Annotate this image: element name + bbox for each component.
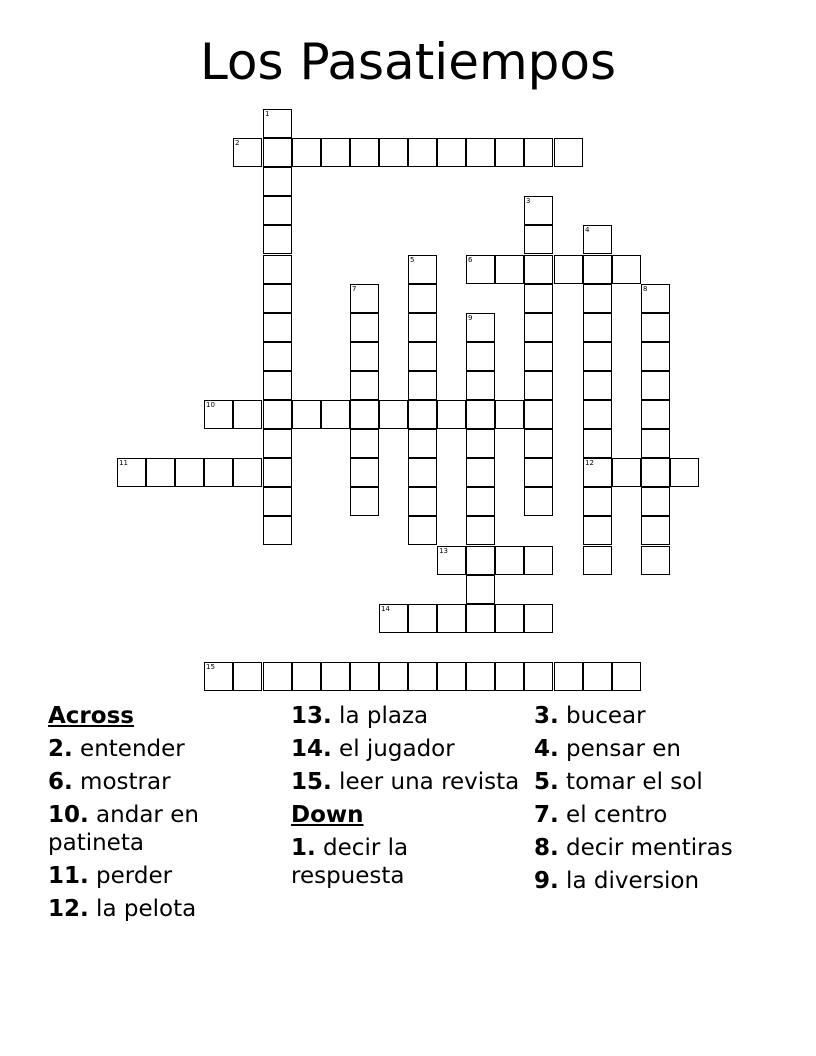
grid-cell[interactable] [524, 400, 553, 429]
clue-item-number: 11. [48, 863, 89, 889]
grid-cell[interactable] [350, 487, 379, 516]
grid-cell[interactable] [612, 662, 641, 691]
grid-cell[interactable] [466, 342, 495, 371]
grid-cell[interactable] [495, 604, 524, 633]
grid-cell[interactable] [350, 313, 379, 342]
grid-cell[interactable] [466, 400, 495, 429]
grid-cell[interactable] [466, 604, 495, 633]
grid-cell[interactable] [583, 225, 612, 254]
grid-cell[interactable] [641, 429, 670, 458]
grid-cell[interactable] [524, 371, 553, 400]
clue-number: 4 [585, 226, 590, 234]
clue-item [534, 702, 784, 730]
grid-cell[interactable] [117, 458, 146, 487]
clue-item [534, 735, 784, 763]
clue-item [291, 702, 521, 730]
clue-number: 3 [526, 197, 531, 205]
grid-cell[interactable] [495, 138, 524, 167]
grid-cell[interactable] [321, 400, 350, 429]
grid-cell[interactable] [408, 487, 437, 516]
grid-cell[interactable] [263, 429, 292, 458]
grid-cell[interactable] [263, 225, 292, 254]
clue-item [48, 735, 278, 763]
clue-item-number: 5. [534, 769, 559, 795]
clue-item [534, 801, 784, 829]
grid-cell[interactable] [466, 458, 495, 487]
grid-cell[interactable] [263, 196, 292, 225]
grid-cell[interactable] [379, 662, 408, 691]
grid-cell[interactable] [408, 371, 437, 400]
grid-cell[interactable] [670, 458, 699, 487]
grid-cell[interactable] [379, 604, 408, 633]
grid-cell[interactable] [233, 662, 262, 691]
clue-number: 6 [468, 256, 473, 264]
clue-item-text: la pelota [88, 896, 197, 922]
grid-cell[interactable] [641, 371, 670, 400]
grid-cell[interactable] [350, 458, 379, 487]
grid-cell[interactable] [408, 604, 437, 633]
clue-item-text: entender [72, 736, 185, 762]
grid-cell[interactable] [437, 138, 466, 167]
clue-number: 10 [206, 401, 215, 409]
grid-cell[interactable] [524, 662, 553, 691]
clue-item-number: 4. [534, 736, 559, 762]
clue-item-text: andar en patineta [48, 802, 199, 856]
clue-section-heading: Across [48, 703, 134, 729]
grid-cell[interactable] [495, 255, 524, 284]
clue-item-text: bucear [558, 703, 646, 729]
clue-number: 2 [235, 139, 240, 147]
grid-cell[interactable] [641, 284, 670, 313]
grid-cell[interactable] [408, 458, 437, 487]
grid-cell[interactable] [641, 342, 670, 371]
grid-cell[interactable] [524, 255, 553, 284]
grid-cell[interactable] [524, 342, 553, 371]
clue-item-text: la plaza [331, 703, 429, 729]
grid-cell[interactable] [583, 400, 612, 429]
clue-item-text: mostrar [72, 769, 171, 795]
grid-cell[interactable] [583, 487, 612, 516]
clue-item-number: 13. [291, 703, 332, 729]
grid-cell[interactable] [146, 458, 175, 487]
clue-item-number: 10. [48, 802, 89, 828]
grid-cell[interactable] [554, 662, 583, 691]
clue-number: 13 [439, 547, 448, 555]
clue-section-heading: Down [291, 802, 364, 828]
grid-cell[interactable] [379, 138, 408, 167]
grid-cell[interactable] [263, 458, 292, 487]
grid-cell[interactable] [524, 487, 553, 516]
grid-cell[interactable] [641, 458, 670, 487]
grid-cell[interactable] [466, 313, 495, 342]
grid-cell[interactable] [175, 458, 204, 487]
clue-item-number: 1. [291, 835, 316, 861]
grid-cell[interactable] [554, 255, 583, 284]
clue-item-text: decir mentiras [558, 835, 733, 861]
grid-cell[interactable] [583, 313, 612, 342]
grid-cell[interactable] [408, 429, 437, 458]
grid-cell[interactable] [233, 400, 262, 429]
grid-cell[interactable] [524, 284, 553, 313]
grid-cell[interactable] [408, 342, 437, 371]
grid-cell[interactable] [408, 662, 437, 691]
grid-cell[interactable] [263, 138, 292, 167]
grid-cell[interactable] [612, 458, 641, 487]
clue-column-2 [291, 702, 521, 895]
grid-cell[interactable] [583, 516, 612, 545]
grid-cell[interactable] [263, 167, 292, 196]
grid-cell[interactable] [350, 662, 379, 691]
clue-number: 12 [585, 459, 594, 467]
grid-cell[interactable] [292, 662, 321, 691]
grid-cell[interactable] [495, 546, 524, 575]
grid-cell[interactable] [263, 313, 292, 342]
clue-item-number: 6. [48, 769, 73, 795]
grid-cell[interactable] [350, 284, 379, 313]
clue-item [534, 834, 784, 862]
grid-cell[interactable] [437, 400, 466, 429]
clue-number: 5 [410, 256, 415, 264]
grid-cell[interactable] [524, 429, 553, 458]
grid-cell[interactable] [408, 516, 437, 545]
grid-cell[interactable] [321, 662, 350, 691]
clue-number: 7 [352, 285, 357, 293]
grid-cell[interactable] [263, 109, 292, 138]
clue-column-1 [48, 702, 278, 928]
grid-cell[interactable] [204, 458, 233, 487]
clue-item-text: el jugador [331, 736, 455, 762]
grid-cell[interactable] [263, 516, 292, 545]
clue-item-text: la diversion [558, 868, 700, 894]
clue-item [48, 768, 278, 796]
grid-cell[interactable] [466, 138, 495, 167]
grid-cell[interactable] [583, 429, 612, 458]
grid-cell[interactable] [466, 546, 495, 575]
clue-item-text: decir la respuesta [291, 835, 409, 889]
grid-cell[interactable] [524, 604, 553, 633]
grid-cell[interactable] [612, 255, 641, 284]
clue-item [291, 834, 521, 890]
clue-item [291, 768, 521, 796]
grid-cell[interactable] [583, 546, 612, 575]
grid-cell[interactable] [466, 516, 495, 545]
grid-cell[interactable] [437, 546, 466, 575]
grid-cell[interactable] [466, 255, 495, 284]
grid-cell[interactable] [641, 516, 670, 545]
grid-cell[interactable] [263, 371, 292, 400]
grid-cell[interactable] [350, 429, 379, 458]
grid-cell[interactable] [263, 284, 292, 313]
grid-cell[interactable] [466, 371, 495, 400]
grid-cell[interactable] [524, 458, 553, 487]
clue-number: 8 [643, 285, 648, 293]
grid-cell[interactable] [524, 225, 553, 254]
clue-item-number: 15. [291, 769, 332, 795]
grid-cell[interactable] [466, 662, 495, 691]
clue-item-number: 8. [534, 835, 559, 861]
puzzle-title: Los Pasatiempos [199, 33, 617, 91]
grid-cell[interactable] [524, 313, 553, 342]
grid-cell[interactable] [641, 546, 670, 575]
clue-item [534, 768, 784, 796]
clue-item-number: 14. [291, 736, 332, 762]
grid-cell[interactable] [583, 371, 612, 400]
clue-item-number: 2. [48, 736, 73, 762]
clue-item-text: tomar el sol [558, 769, 703, 795]
grid-cell[interactable] [437, 604, 466, 633]
grid-cell[interactable] [233, 138, 262, 167]
clue-item [534, 867, 784, 895]
clue-item-text: leer una revista [331, 769, 520, 795]
grid-cell[interactable] [641, 313, 670, 342]
clue-item [48, 801, 278, 857]
clue-number: 15 [206, 663, 215, 671]
grid-cell[interactable] [466, 429, 495, 458]
grid-cell[interactable] [321, 138, 350, 167]
grid-cell[interactable] [350, 371, 379, 400]
grid-cell[interactable] [350, 342, 379, 371]
clue-column-3 [534, 702, 784, 900]
grid-cell[interactable] [641, 400, 670, 429]
grid-cell[interactable] [292, 138, 321, 167]
grid-cell[interactable] [583, 662, 612, 691]
grid-cell[interactable] [204, 662, 233, 691]
grid-cell[interactable] [641, 487, 670, 516]
grid-cell[interactable] [466, 575, 495, 604]
grid-cell[interactable] [350, 400, 379, 429]
clue-number: 1 [265, 110, 270, 118]
clue-number: 11 [119, 459, 128, 467]
grid-cell[interactable] [466, 487, 495, 516]
grid-cell[interactable] [408, 284, 437, 313]
grid-cell[interactable] [263, 487, 292, 516]
grid-cell[interactable] [583, 255, 612, 284]
clue-item-text: perder [88, 863, 173, 889]
grid-cell[interactable] [495, 662, 524, 691]
grid-cell[interactable] [263, 400, 292, 429]
grid-cell[interactable] [263, 662, 292, 691]
grid-cell[interactable] [583, 284, 612, 313]
grid-cell[interactable] [350, 138, 379, 167]
grid-cell[interactable] [583, 458, 612, 487]
clue-item-text: pensar en [558, 736, 681, 762]
grid-cell[interactable] [233, 458, 262, 487]
grid-cell[interactable] [524, 138, 553, 167]
clue-item [291, 735, 521, 763]
clue-item [48, 862, 278, 890]
clue-number: 14 [381, 605, 390, 613]
clue-item-number: 9. [534, 868, 559, 894]
grid-cell[interactable] [408, 400, 437, 429]
grid-cell[interactable] [408, 138, 437, 167]
clue-item-number: 7. [534, 802, 559, 828]
grid-cell[interactable] [583, 342, 612, 371]
grid-cell[interactable] [408, 313, 437, 342]
grid-cell[interactable] [495, 400, 524, 429]
grid-cell[interactable] [292, 400, 321, 429]
clue-item [48, 895, 278, 923]
clue-item-number: 3. [534, 703, 559, 729]
grid-cell[interactable] [554, 138, 583, 167]
grid-cell[interactable] [379, 400, 408, 429]
clue-number: 9 [468, 314, 473, 322]
grid-cell[interactable] [263, 255, 292, 284]
grid-cell[interactable] [408, 255, 437, 284]
grid-cell[interactable] [437, 662, 466, 691]
clue-item-text: el centro [558, 802, 668, 828]
grid-cell[interactable] [524, 196, 553, 225]
grid-cell[interactable] [263, 342, 292, 371]
grid-cell[interactable] [204, 400, 233, 429]
grid-cell[interactable] [524, 546, 553, 575]
clue-item-number: 12. [48, 896, 89, 922]
